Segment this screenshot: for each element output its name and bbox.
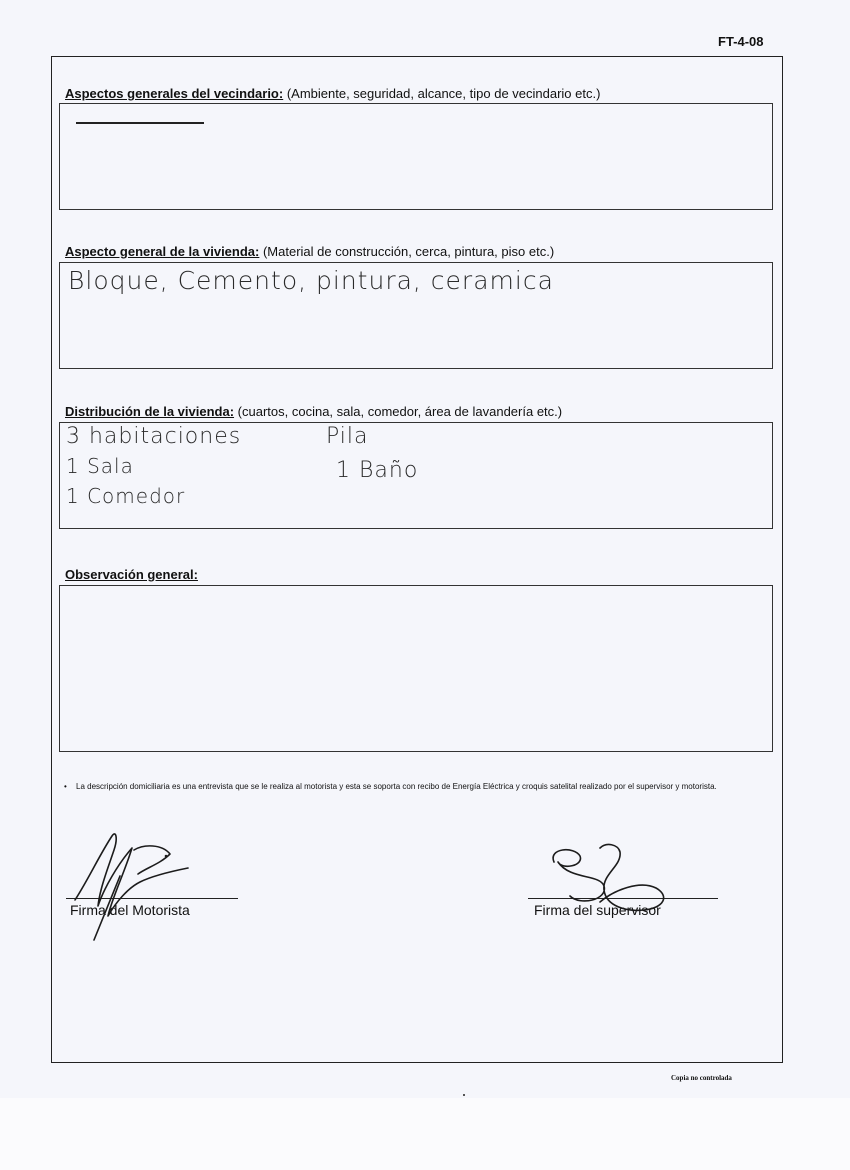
document-code: FT-4-08 — [718, 34, 764, 49]
distribution-entry: 1 Baño — [336, 458, 419, 483]
section-distribution-label: Distribución de la vivienda: (cuartos, cocina, sala, comedor, área de lavandería etc.) — [65, 404, 563, 419]
neighborhood-blank-line — [76, 122, 204, 124]
section-observation-box — [59, 585, 773, 752]
distribution-entry: 1 Sala — [66, 454, 134, 478]
note-text: La descripción domiciliaria es una entrevista que se le realiza al motorista y esta se soporta con recibo de Energía Eléctrica y croquis satelital realizado por el supervisor y motorista. — [76, 782, 717, 791]
distribution-entry: 1 Comedor — [66, 484, 186, 508]
note-bullet: • — [64, 782, 67, 791]
section-neighborhood-box — [59, 103, 773, 210]
motorista-signature-label: Firma del Motorista — [70, 902, 190, 918]
supervisor-signature-label: Firma del supervisor — [534, 902, 661, 918]
motorista-signature-mark — [70, 828, 210, 946]
section-observation-label: Observación general: — [65, 567, 198, 582]
section-neighborhood-label: Aspectos generales del vecindario: (Ambiente, seguridad, alcance, tipo de vecindario etc.) — [65, 86, 601, 101]
scan-bottom-edge — [0, 1098, 850, 1170]
distribution-entry: Pila — [326, 424, 369, 449]
scan-dot — [463, 1094, 465, 1096]
distribution-entry: 3 habitaciones — [66, 424, 242, 449]
housing-handwritten-entry: Bloque, Cemento, pintura, ceramica — [68, 266, 554, 295]
supervisor-signature-mark — [540, 840, 680, 924]
copy-notice: Copia no controlada — [671, 1074, 732, 1082]
section-housing-label: Aspecto general de la vivienda: (Material de construcción, cerca, pintura, piso etc.) — [65, 244, 555, 259]
